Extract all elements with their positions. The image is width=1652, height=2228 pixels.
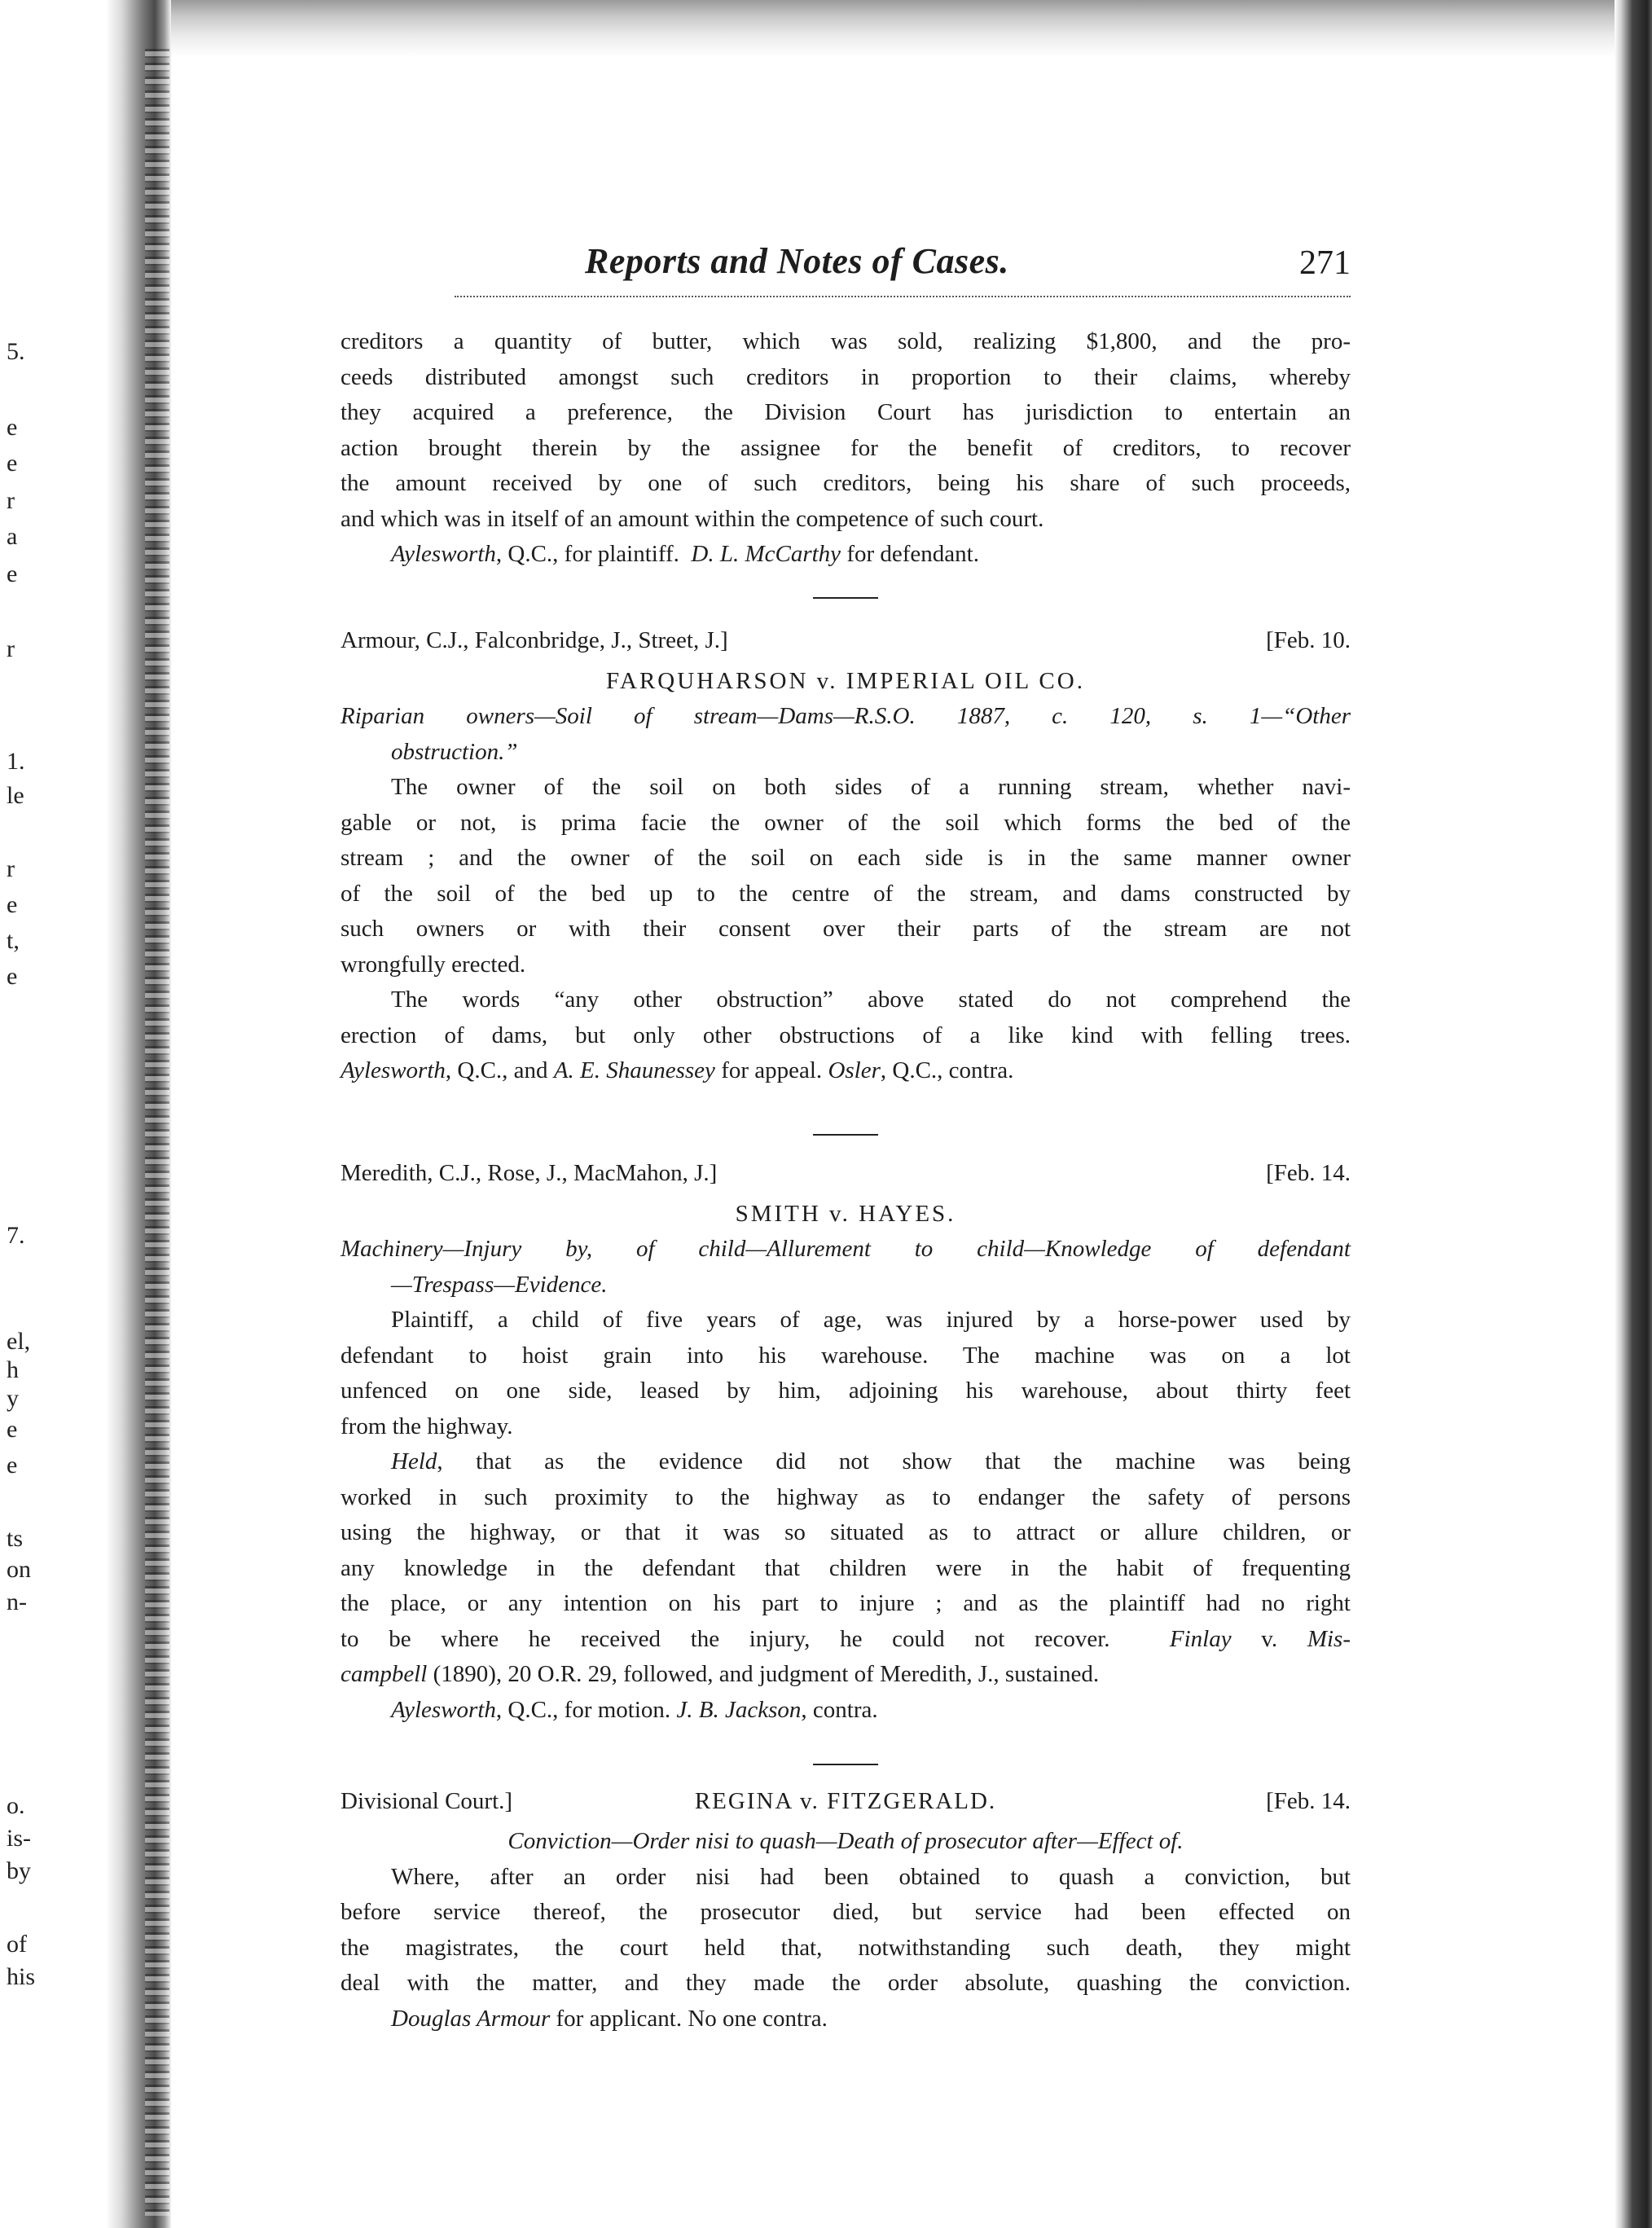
gutter-fragment: 1.: [7, 748, 25, 775]
counsel-name: Aylesworth: [341, 1057, 446, 1083]
counsel-name: D. L. McCarthy: [691, 541, 841, 567]
gutter-fragment: le: [7, 782, 24, 809]
text-run: , that as the evidence did not show that the machine was being: [437, 1448, 1351, 1474]
text-line: erection of dams, but only other obstructions of a like kind with felling trees.: [341, 1022, 1351, 1048]
gutter-fragment: r: [7, 635, 15, 662]
text-line: The words “any other obstruction” above stated do not comprehend the: [391, 987, 1351, 1013]
citation-party: Finlay: [1169, 1625, 1232, 1652]
citation-party: Mis-: [1307, 1625, 1351, 1652]
counsel-name: Osler: [828, 1057, 881, 1083]
page-number: 271: [1299, 244, 1351, 282]
text-line: using the highway, or that it was so situated as to attract or allure children, or: [341, 1519, 1351, 1545]
gutter-fragment: e: [7, 450, 18, 477]
head-rule: [455, 296, 1351, 297]
gutter-fragment: n-: [7, 1589, 27, 1615]
court-line: [341, 1160, 1351, 1196]
text-line: [341, 1622, 1351, 1658]
counsel-name: Aylesworth: [391, 541, 496, 567]
headnote: Conviction—Order nisi to quash—Death of prosecutor after—Effect of.: [507, 1828, 1184, 1854]
gutter-fragment: el,: [7, 1328, 31, 1355]
scan-right-edge: [1615, 0, 1652, 2228]
case-separator: [813, 597, 878, 599]
headnote: obstruction.”: [391, 738, 518, 765]
case-title: FARQUHARSON v. IMPERIAL OIL CO.: [606, 668, 1085, 694]
gutter-fragment: h: [7, 1356, 19, 1383]
text-line: worked in such proximity to the highway as to endanger the safety of persons: [341, 1483, 1351, 1510]
gutter-fragment: r: [7, 855, 15, 882]
text-line: deal with the matter, and they made the order absolute, quashing the conviction.: [341, 1970, 1351, 1996]
headnote: —Trespass—Evidence.: [391, 1271, 608, 1298]
case-date: [Feb. 14.: [1266, 1160, 1351, 1186]
text-line: Plaintiff, a child of five years of age, was injured by a horse-power used by: [391, 1307, 1351, 1333]
text-run: v.: [1231, 1625, 1307, 1652]
text-run: (1890), 20 O.R. 29, followed, and judgment of Meredith, J., sustained.: [427, 1661, 1100, 1687]
counsel-line: [341, 2002, 1351, 2037]
text-line: such owners or with their consent over their parts of the stream are not: [341, 916, 1351, 942]
gutter-fragment: r: [7, 487, 15, 514]
held-word: Held: [391, 1448, 437, 1474]
counsel-name: J. B. Jackson: [676, 1696, 802, 1723]
counsel-role: , Q.C., for plaintiff.: [495, 541, 679, 567]
counsel-role: , Q.C., for motion.: [495, 1696, 677, 1723]
text-line: the place, or any intention on his part to injure ; and as the plaintiff had no right: [341, 1590, 1351, 1616]
continuation-block: [341, 324, 1351, 573]
text-line: [341, 1657, 1351, 1693]
case-farquharson: [341, 627, 1351, 1089]
binding-shadow: [145, 49, 169, 2216]
case-title: REGINA v. FITZGERALD.: [694, 1788, 997, 1814]
gutter-fragment: 5.: [7, 338, 25, 365]
gutter-fragment: e: [7, 1416, 18, 1443]
case-separator: [813, 1764, 878, 1765]
text-line: defendant to hoist grain into his warehouse. The machine was on a lot: [341, 1342, 1351, 1369]
facing-page-gutter: [0, 0, 98, 2228]
gutter-fragment: o.: [7, 1792, 25, 1819]
text-line: of the soil of the bed up to the centre of the stream, and dams constructed by: [341, 880, 1351, 907]
headnote: Machinery—Injury by, of child—Allurement to child—Knowledge of defendant: [341, 1236, 1351, 1262]
court-line: [341, 627, 1351, 663]
text-line: creditors a quantity of butter, which was sold, realizing $1,800, and the pro-: [341, 328, 1351, 354]
gutter-fragment: a: [7, 523, 18, 550]
counsel-role: for appeal.: [714, 1057, 828, 1083]
text-line: the magistrates, the court held that, notwithstanding such death, they might: [341, 1934, 1351, 1961]
gutter-fragment: of: [7, 1931, 27, 1958]
gutter-fragment: ts: [7, 1525, 24, 1552]
gutter-fragment: on: [7, 1556, 31, 1583]
gutter-fragment: y: [7, 1385, 19, 1412]
text-line: from the highway.: [341, 1413, 513, 1439]
text-line: any knowledge in the defendant that children were in the habit of frequenting: [341, 1554, 1351, 1581]
counsel-line: [341, 537, 1351, 573]
case-title: SMITH v. HAYES.: [735, 1201, 956, 1227]
case-date: [Feb. 14.: [1266, 1788, 1351, 1814]
gutter-fragment: e: [7, 963, 18, 990]
counsel-role: for defendant.: [841, 541, 979, 567]
counsel-name: A. E. Shaunessey: [553, 1057, 715, 1083]
counsel-role: for applicant. No one contra.: [550, 2005, 828, 2032]
gutter-fragment: t,: [7, 927, 20, 954]
text-line: stream ; and the owner of the soil on each side is in the same manner owner: [341, 845, 1351, 871]
counsel-role: , contra.: [801, 1696, 878, 1723]
text-line: before service thereof, the prosecutor died, but service had been effected on: [341, 1899, 1351, 1925]
running-head: [341, 240, 1351, 297]
gutter-fragment: his: [7, 1963, 36, 1990]
gutter-fragment: e: [7, 414, 18, 441]
counsel-line: [341, 1693, 1351, 1729]
gutter-fragment: e: [7, 1452, 18, 1479]
counsel-role: , Q.C., contra.: [880, 1057, 1014, 1083]
gutter-fragment: 7.: [7, 1222, 25, 1249]
case-smith-hayes: [341, 1160, 1351, 1728]
headnote: Riparian owners—Soil of stream—Dams—R.S.O. 1887, c. 120, s. 1—“Other: [341, 703, 1351, 729]
gutter-fragment: is-: [7, 1825, 31, 1852]
text-line: they acquired a preference, the Division Court has jurisdiction to entertain an: [341, 399, 1351, 425]
text-line: The owner of the soil on both sides of a running stream, whether navi-: [391, 774, 1351, 800]
text-line: and which was in itself of an amount within the competence of such court.: [341, 505, 1044, 532]
text-line: Where, after an order nisi had been obtained to quash a conviction, but: [391, 1863, 1351, 1890]
counsel-role: , Q.C., and: [445, 1057, 554, 1083]
page: [341, 0, 1351, 2228]
gutter-fragment: e: [7, 560, 18, 587]
text-line: gable or not, is prima facie the owner of the soil which forms the bed of the: [341, 809, 1351, 836]
court-judges: Armour, C.J., Falconbridge, J., Street, J.]: [341, 627, 728, 653]
text-line: the amount received by one of such creditors, being his share of such proceeds,: [341, 470, 1351, 496]
court-judges: Meredith, C.J., Rose, J., MacMahon, J.]: [341, 1160, 718, 1186]
case-separator: [813, 1134, 878, 1136]
text-line: ceeds distributed amongst such creditors in proportion to their claims, whereby: [341, 363, 1351, 390]
text-line: [341, 1444, 1351, 1480]
counsel-name: Aylesworth: [391, 1696, 496, 1723]
text-line: wrongfully erected.: [341, 951, 526, 978]
text-run: to be where he received the injury, he could not recover.: [341, 1625, 1110, 1652]
court-name: Divisional Court.]: [341, 1788, 513, 1814]
case-date: [Feb. 10.: [1266, 627, 1351, 653]
counsel-name: Douglas Armour: [391, 2005, 551, 2032]
gutter-fragment: e: [7, 891, 18, 918]
text-line: action brought therein by the assignee for the benefit of creditors, to recover: [341, 434, 1351, 461]
case-regina-fitzgerald: [341, 1788, 1351, 2037]
citation-party: campbell: [341, 1661, 428, 1687]
text-line: unfenced on one side, leased by him, adjoining his warehouse, about thirty feet: [341, 1378, 1351, 1404]
gutter-fragment: by: [7, 1857, 31, 1884]
running-head-title: Reports and Notes of Cases.: [585, 241, 1009, 281]
counsel-line: [341, 1053, 1351, 1089]
court-line: [341, 1788, 1351, 1824]
